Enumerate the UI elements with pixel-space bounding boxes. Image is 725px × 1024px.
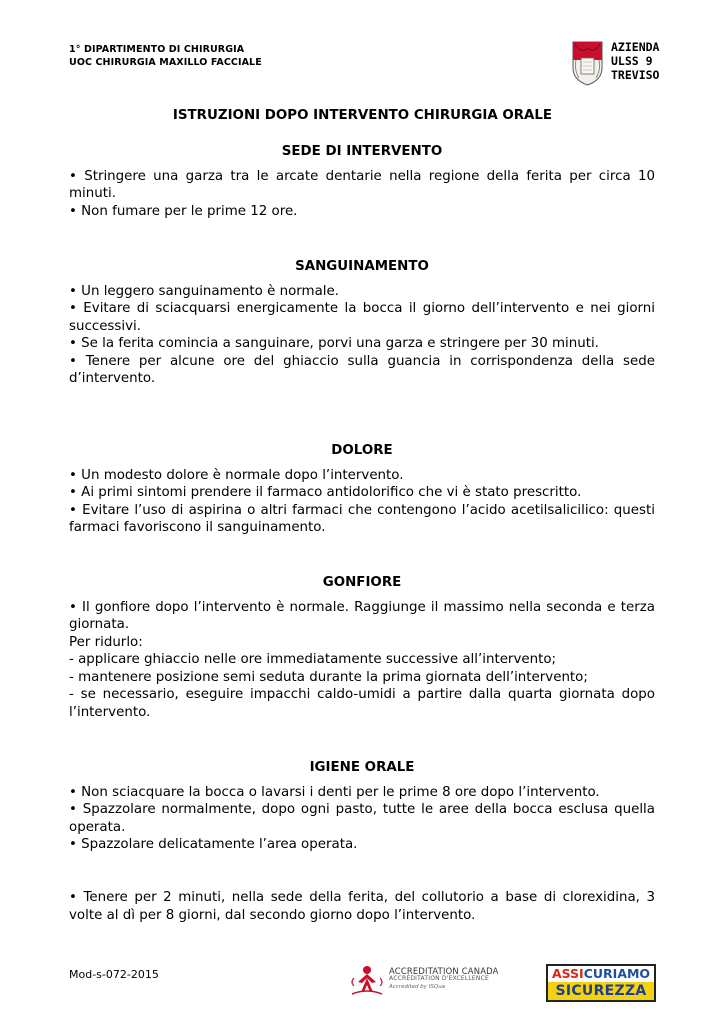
section-dolore — [69, 442, 655, 537]
instruction-line: • Un leggero sanguinamento è normale. — [69, 283, 340, 299]
instruction-line: • Ai primi sintomi prendere il farmaco antidolorifico che vi è stato prescritto. — [69, 485, 582, 500]
instruction-line: - se necessario, eseguire impacchi caldo-umidi a partire dalla quarta giornata dopo l’intervento. — [69, 687, 655, 720]
section-title: IGIENE ORALE — [309, 760, 415, 775]
accreditation-figure-icon — [346, 964, 388, 998]
instruction-line: Per ridurlo: — [69, 634, 143, 650]
badge-top-blue: CURIAMO — [583, 966, 651, 981]
logo-line-3: TREVISO — [611, 68, 660, 82]
instruction-line: • Non sciacquare la bocca o lavarsi i denti per le prime 8 ore dopo l’intervento. — [69, 784, 600, 800]
section-igiene-orale — [69, 759, 655, 854]
logo-line-1: AZIENDA — [611, 40, 660, 54]
section-title: DOLORE — [331, 443, 393, 458]
ulss-logo — [571, 40, 671, 88]
department-header — [69, 43, 262, 69]
document-title: ISTRUZIONI DOPO INTERVENTO CHIRURGIA ORALE — [172, 108, 553, 123]
logo-line-2: ULSS 9 — [611, 54, 653, 68]
instruction-line: - mantenere posizione semi seduta durante la prima giornata dell’intervento; — [69, 669, 588, 685]
instruction-line: • Stringere una garza tra le arcate dentarie nella regione della ferita per circa 10 minuti. — [69, 168, 655, 201]
instruction-line: - applicare ghiaccio nelle ore immediatamente successive all’intervento; — [69, 652, 557, 667]
badge-top — [548, 966, 654, 982]
section-sanguinamento — [69, 258, 655, 388]
instruction-line: • Non fumare per le prime 12 ore. — [69, 203, 298, 219]
badge-top-red: ASSI — [551, 966, 584, 981]
form-code: Mod-s-072-2015 — [69, 968, 159, 981]
badge-bottom: SICUREZZA — [548, 982, 654, 1000]
accreditation-line-2: ACCRÉDITATION D'EXCELLENCE — [389, 975, 489, 982]
section-title: SEDE DI INTERVENTO — [281, 144, 443, 159]
section-collutorio — [69, 889, 655, 924]
accreditation-logo — [342, 964, 502, 1000]
department-line-2: UOC CHIRURGIA MAXILLO FACCIALE — [69, 57, 262, 68]
instruction-line: • Evitare di sciacquarsi energicamente la bocca il giorno dell’intervento e nei giorni successivi. — [69, 301, 655, 334]
section-gonfiore — [69, 574, 655, 721]
instruction-line: • Spazzolare normalmente, dopo ogni pasto, tutte le aree della bocca esclusa quella operata. — [69, 802, 655, 835]
instruction-line: • Evitare l’uso di aspirina o altri farmaci che contengono l’acido acetilsalicilico: questi farmaci favoriscono il sanguinamento. — [69, 502, 655, 535]
instruction-line: • Tenere per alcune ore del ghiaccio sulla guancia in corrispondenza della sede d’intervento. — [69, 353, 655, 386]
assicuriamo-sicurezza-badge — [546, 964, 656, 1002]
section-title: SANGUINAMENTO — [295, 259, 429, 274]
department-line-1: 1° DIPARTIMENTO DI CHIRURGIA — [69, 44, 245, 55]
logo-text — [611, 40, 659, 82]
instruction-line: • Un modesto dolore è normale dopo l’intervento. — [69, 467, 404, 483]
instruction-line: • Se la ferita comincia a sanguinare, porvi una garza e stringere per 30 minuti. — [69, 336, 599, 351]
accreditation-line-3: Accredited by ISQua — [389, 984, 446, 990]
instruction-line: • Spazzolare delicatamente l’area operata. — [69, 837, 358, 852]
instruction-line: • Tenere per 2 minuti, nella sede della ferita, del collutorio a base di clorexidina, 3 volte al dì per 8 giorni, dal secondo giorno dopo l’intervento. — [69, 890, 655, 923]
accreditation-line-1: ACCREDITATION CANADA — [389, 966, 499, 976]
instruction-line: • Il gonfiore dopo l’intervento è normale. Raggiunge il massimo nella seconda e terza giornata. — [69, 599, 655, 632]
section-title: GONFIORE — [322, 575, 402, 590]
section-sede-intervento — [69, 143, 655, 220]
crest-icon — [571, 40, 604, 86]
